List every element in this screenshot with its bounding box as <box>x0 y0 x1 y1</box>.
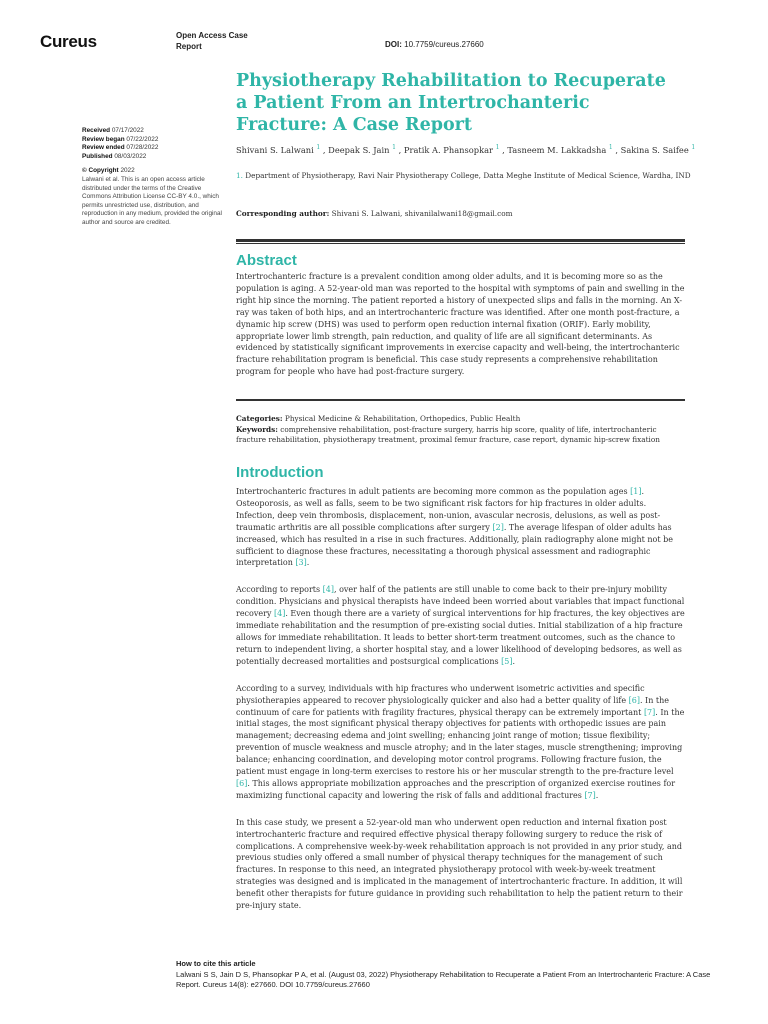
date-review-began: Review began 07/22/2022 <box>82 135 159 143</box>
affiliation-marker: 1 <box>691 144 696 151</box>
article-title: Physiotherapy Rehabilitation to Recuperate a Patient From an Intertrochanteric Fracture: A Case Report <box>236 71 666 135</box>
citation-link[interactable]: [7] <box>643 707 656 717</box>
citation-link[interactable]: [1] <box>630 487 642 496</box>
citation-link[interactable]: [5] <box>501 656 513 666</box>
introduction-heading: Introduction <box>236 464 324 481</box>
affiliation-marker: 1 <box>316 144 321 151</box>
citation-link[interactable]: [7] <box>584 790 596 800</box>
copyright: © Copyright 2022 <box>82 167 135 175</box>
keywords: Keywords: comprehensive rehabilitation, post-fracture surgery, harris hip score, quality of life, intertrochanteric fracture rehabilitation, physiotherapy treatment, proximal femur fracture, case report, dynamic hip-screw fixation <box>236 424 660 445</box>
header-divider-thin <box>236 243 685 244</box>
doi-value[interactable]: 10.7759/cureus.27660 <box>404 40 484 49</box>
author-name[interactable]: Shivani S. Lalwani <box>236 144 314 155</box>
affiliation-text: Department of Physiotherapy, Ravi Nair Physiotherapy College, Datta Meghe Institute of Medical Science, Wardha, IND <box>245 171 691 180</box>
citation-link[interactable]: [6] <box>236 778 248 788</box>
corresponding-author <box>236 209 696 218</box>
article-type-line2: Report <box>176 42 202 51</box>
categories-keywords <box>236 414 687 446</box>
header-divider <box>236 239 685 242</box>
citation-link[interactable]: [4] <box>322 585 334 595</box>
date-received: Received 07/17/2022 <box>82 127 144 134</box>
doi <box>385 40 484 49</box>
citation-link[interactable]: [3] <box>295 558 307 568</box>
citation-footer <box>176 959 736 991</box>
categories: Categories: Physical Medicine & Rehabilitation, Orthopedics, Public Health <box>236 414 521 423</box>
citation-text: Lalwani S S, Jain D S, Phansopkar P A, et al. (August 03, 2022) Physiotherapy Rehabilitation to Recuperate a Patient From an Intertrochanteric Fracture: A Case Report. Cureus 14(8): e27660. DOI 10.7759/cureus.27660 <box>176 969 711 989</box>
affiliation-marker: 1 <box>495 144 500 151</box>
author-name[interactable]: Deepak S. Jain <box>328 144 390 155</box>
date-review-ended: Review ended 07/28/2022 <box>82 144 159 152</box>
intro-paragraph: According to a survey, individuals with hip fractures who underwent isometric activities and specific physiotherapies appeared to recover physiologically quicker and also had a better quality of life [6]. In the continuum of care for patients with fragility fractures, physical therapy can be extremely important [7]. In the initial stages, the most significant physical therapy objectives for patients with orthopedic issues are pain management; decreasing edema and joint swelling; enhancing joint range of motion; tissue flexibility; prevention of muscle weakness and muscle atrophy; and in the later stages, muscle strengthening; improving balance; enhancing coordination, and developing motor control programs. Following fracture fusion, the patient must engage in long-term exercises to restore his or her muscular strength to the pre-fracture level [6]. This allows appropriate mobilization approaches and the prescription of organized exercise routines for maximizing functional capacity and lowering the risk of falls and additional fractures [7]. <box>236 683 685 800</box>
abstract-text: Intertrochanteric fracture is a prevalent condition among older adults, and it is becoming more so as the population is aging. A 52-year-old man was reported to the hospital with symptoms of pain and swelling in the right hip since the morning. The patient reported a history of unexpected slips and falls in the morning. An X-ray was taken of both hips, and an intertrochanteric fracture was identified. After one month post-fracture, a dynamic hip screw (DHS) was used to perform open reduction internal fixation (ORIF). Early mobility, appropriate lower limb strength, pain reduction, and quality of life are all significant determinants. As evidenced by statistically significant improvements in exercise capacity and well-being, the intertrochanteric fracture rehabilitation program is beneficial. This case study represents a comprehensive rehabilitation program for people who have had post-fracture surgery. <box>236 272 685 377</box>
author-name[interactable]: Pratik A. Phansopkar <box>403 144 494 155</box>
author-list: Shivani S. Lalwani $^1$ , Deepak S. Jain $^1$ , Pratik A. Phansopkar $^1$ , Tasneem M. Lakkadsha $^1$ , Sakina S. Saifee $^1$ <box>236 144 696 155</box>
abstract-divider <box>236 399 685 401</box>
intro-paragraph: According to reports [4], over half of the patients are still unable to come back to their pre-injury mobility condition. Physicians and physical therapists have indeed been worried about variables that impact functional recovery [4]. Even though there are a variety of surgical interventions for hip fractures, the key objectives are immediate rehabilitation and the resumption of pre-existing social duties. Initial stabilization of a hip fracture allows for immediate rehabilitation. It leads to better short-term treatment outcomes, such as the chance to return to independent living, a shorter hospital stay, and a lower likelihood of developing bedsores, as well as potentially decreased mortalities and postsurgical complications [5]. <box>236 585 685 666</box>
citation-link[interactable]: [4] <box>274 609 286 619</box>
article-type <box>176 30 276 52</box>
introduction-body <box>236 486 687 927</box>
citation-link[interactable]: [6] <box>628 695 640 705</box>
affiliation-marker: 1 <box>392 144 396 151</box>
abstract-heading: Abstract <box>236 252 297 269</box>
citation-link[interactable]: [2] <box>492 522 504 532</box>
intro-paragraph: In this case study, we present a 52-year-old man who underwent open reduction and internal fixation post intertrochanteric fracture and required effective physical therapy following surgery to reduce the risk of complications. A comprehensive week-by-week rehabilitation approach is not provided in any prior study, and previous studies only offered a small number of physical therapy techniques for the management of such fractures. In response to this need, an integrated physiotherapy protocol with week-by-week treatment strategies was designed and is implicated in the management of intertrochanteric fracture. In addition, it will benefit other therapists for future guidance in providing such rehabilitation to help the patient return to their pre-injury state. <box>236 817 683 911</box>
affiliation-marker: 1 <box>608 144 613 151</box>
article-meta-sidebar <box>82 127 222 228</box>
citation-heading: How to cite this article <box>176 959 256 968</box>
cureus-logo[interactable]: Cureus <box>40 32 97 51</box>
date-published: Published 08/03/2022 <box>82 152 147 160</box>
affiliation-number: 1. <box>236 171 243 180</box>
intro-paragraph: Intertrochanteric fractures in adult patients are becoming more common as the population ages [1]. Osteoporosis, as well as falls, seem to be two significant risk factors for hip fractures in older adults. Infection, deep vein thrombosis, displacement, non-union, avascular necrosis, delusions, as well as post-traumatic arthritis are all possible complications after surgery [2]. The average lifespan of older adults has increased, which has resulted in a rise in such fractures. Additionally, plain radiography alone might not be sufficient to diagnose these fractures, necessitating a thorough physical assessment and radiographic interpretation [3]. <box>236 487 673 568</box>
affiliation <box>236 170 696 181</box>
author-name[interactable]: Sakina S. Saifee <box>620 144 689 155</box>
author-name[interactable]: Tasneem M. Lakkadsha <box>507 144 607 155</box>
article-type-line1: Open Access Case <box>176 31 248 40</box>
doi-label: DOI: <box>385 40 402 49</box>
license-text: Lalwani et al. This is an open access article distributed under the terms of the Creative Commons Attribution License CC-BY 4.0., which permits unrestricted use, distribution, and reproduction in any medium, provided the original author and source are credited. <box>82 175 222 226</box>
corresponding-text[interactable]: Shivani S. Lalwani, shivanilalwani18@gmail.com <box>331 209 513 218</box>
corresponding-label: Corresponding author: <box>236 209 330 218</box>
